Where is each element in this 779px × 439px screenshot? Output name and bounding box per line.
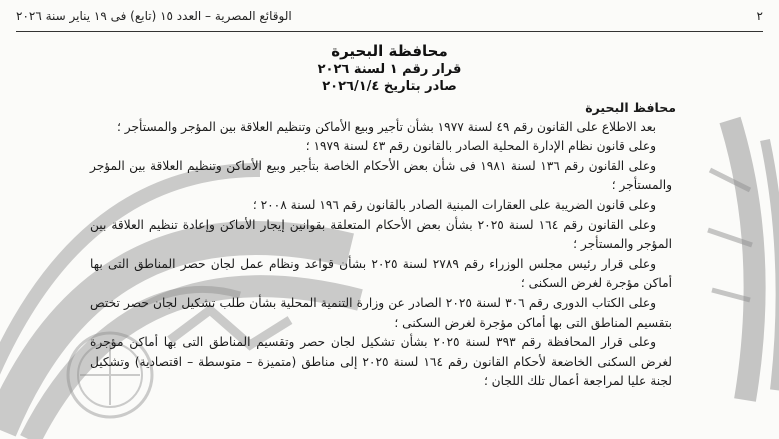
preamble-paragraph: وعلى قرار رئيس مجلس الوزراء رقم ٢٧٨٩ لسنة ٢٠٢٥ بشأن قواعد ونظام عمل لجان حصر المناطق التى بها أماكن مؤجرة لغرض السكنى ؛ [90, 256, 672, 291]
decree-titles [0, 42, 779, 96]
header-divider [16, 31, 763, 32]
preamble-paragraph: وعلى قرار المحافظة رقم ٣٩٣ لسنة ٢٠٢٥ بشأن تشكيل لجان حصر وتقسيم المناطق التى بها أماكن مؤجرة لغرض السكنى الخاضعة لأحكام القانون رقم ١٦٤ لسنة ٢٠٢٥ إلى مناطق (متميزة – متوسطة – اقتصادية) وتشكيل لجنة عليا لمراجعة أعمال تلك اللجان ؛ [90, 335, 672, 389]
watermark-border-icon [690, 110, 779, 410]
preamble-paragraph: بعد الاطلاع على القانون رقم ٤٩ لسنة ١٩٧٧ بشأن تأجير وبيع الأماكن وتنظيم العلاقة بين المؤجر والمستأجر ؛ [117, 119, 656, 134]
page-number: ٢ [756, 9, 763, 23]
governorate-title: محافظة البحيرة [331, 42, 448, 60]
preamble-paragraph: وعلى القانون رقم ١٦٤ لسنة ٢٠٢٥ بشأن بعض الأحكام المتعلقة بقوانين إيجار الأماكن وإعادة تنظيم العلاقة بين المؤجر والمستأجر ؛ [90, 217, 672, 252]
preamble-paragraph: وعلى القانون رقم ١٣٦ لسنة ١٩٨١ فى شأن بعض الأحكام الخاصة بتأجير وبيع الأماكن وتنظيم العلاقة بين المؤجر والمستأجر ؛ [90, 158, 672, 193]
issuer-heading: محافظ البحيرة [585, 100, 676, 115]
decree-number: قرار رقم ١ لسنة ٢٠٢٦ [317, 62, 462, 77]
decree-body [90, 98, 676, 392]
issue-date: صادر بتاريخ ٢٠٢٦/١/٤ [322, 79, 457, 94]
running-header [16, 9, 763, 23]
publication-info: الوقائع المصرية – العدد ١٥ (تابع) فى ١٩ يناير سنة ٢٠٢٦ [16, 9, 292, 23]
preamble-paragraph: وعلى قانون نظام الإدارة المحلية الصادر بالقانون رقم ٤٣ لسنة ١٩٧٩ ؛ [305, 139, 656, 154]
preamble-paragraph: وعلى الكتاب الدورى رقم ٣٠٦ لسنة ٢٠٢٥ الصادر عن وزارة التنمية المحلية بشأن طلب تشكيل لجان حصر تختص بتقسيم المناطق التى بها أماكن مؤجرة لغرض السكنى ؛ [90, 295, 672, 330]
preamble-paragraph: وعلى قانون الضريبة على العقارات المبنية الصادر بالقانون رقم ١٩٦ لسنة ٢٠٠٨ ؛ [252, 197, 656, 212]
